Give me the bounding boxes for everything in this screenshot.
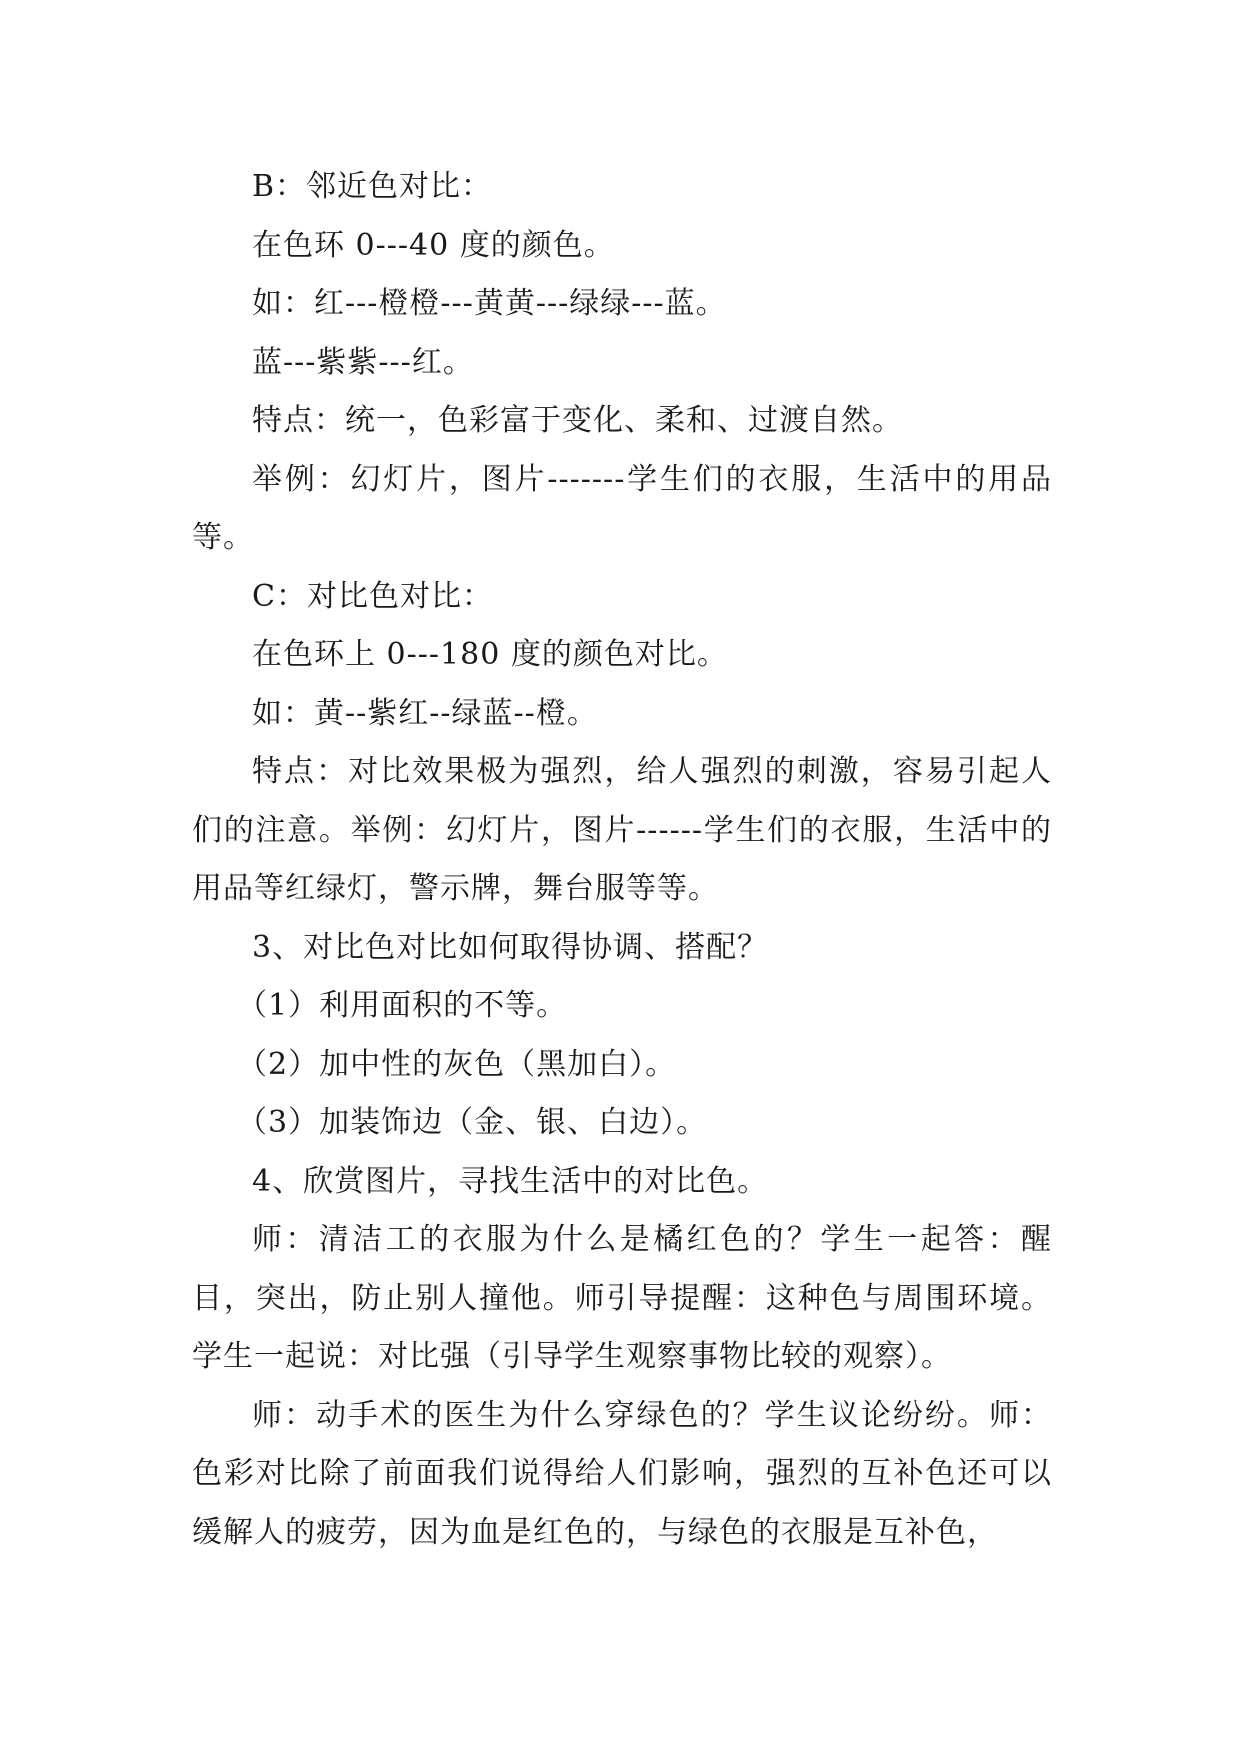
list-item: （3）加装饰边（金、银、白边）。 [237,1105,708,1140]
paragraph: 在色环上 0---180 度的颜色对比。 [252,637,728,672]
paragraph-heading-c: C：对比色对比： [252,578,493,614]
list-item: （1）利用面积的不等。 [237,988,568,1023]
paragraph-heading-3: 3、对比色对比如何取得协调、搭配？ [252,929,769,965]
paragraph-heading-4: 4、欣赏图片，寻找生活中的对比色。 [252,1163,769,1199]
paragraph: 蓝---紫紫---红。 [252,344,474,380]
paragraph-heading-b: B：邻近色对比： [252,169,493,204]
document-body [192,158,1052,1562]
paragraph: 师：动手术的医生为什么穿绿色的？学生议论纷纷。师：色彩对比除了前面我们说得给人们影响，强烈的互补色还可以缓解人的疲劳，因为血是红色的，与绿色的衣服是互补色， [192,1397,1052,1550]
paragraph: 如：红---橙橙---黄黄---绿绿---蓝。 [252,286,727,321]
paragraph: 特点：统一，色彩富于变化、柔和、过渡自然。 [252,403,903,438]
paragraph: 师：清洁工的衣服为什么是橘红色的？学生一起答：醒目，突出，防止别人撞他。师引导提醒：这种色与周围环境。学生一起说：对比强（引导学生观察事物比较的观察）。 [192,1222,1052,1374]
paragraph: 举例：幻灯片，图片-------学生们的衣服，生活中的用品等。 [192,461,1052,555]
paragraph: 在色环 0---40 度的颜色。 [252,227,615,263]
paragraph: 如：黄--紫红--绿蓝--橙。 [252,695,598,731]
paragraph: 特点：对比效果极为强烈，给人强烈的刺激，容易引起人们的注意。举例：幻灯片，图片------学生们的衣服，生活中的用品等红绿灯，警示牌，舞台服等等。 [192,754,1052,906]
list-item: （2）加中性的灰色（黑加白）。 [237,1046,677,1082]
